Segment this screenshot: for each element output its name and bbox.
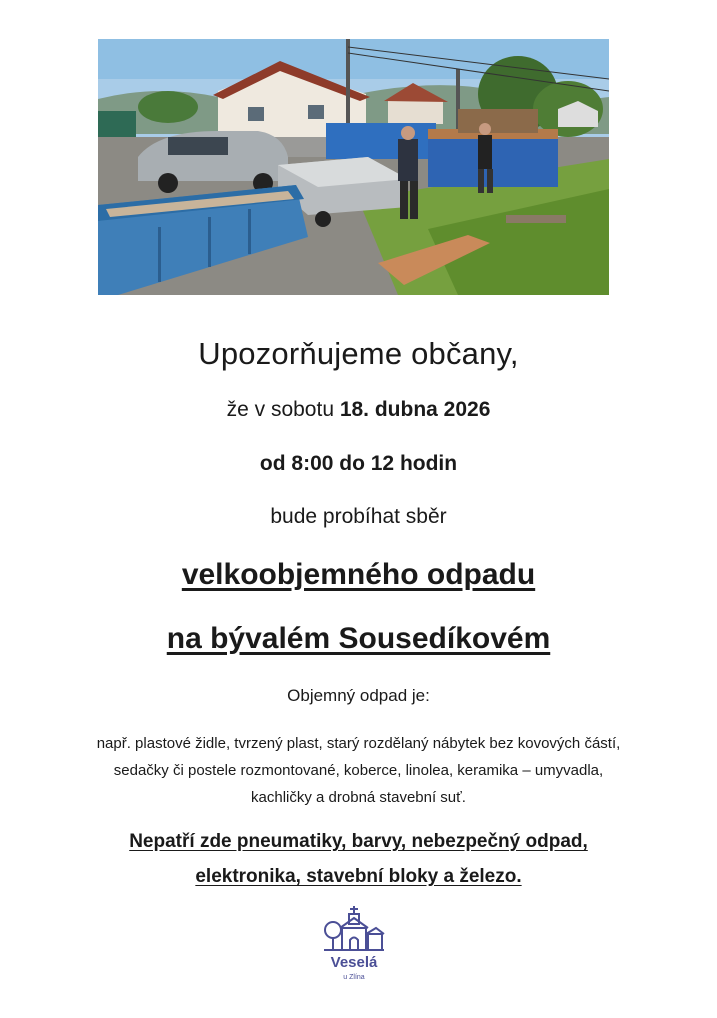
logo-subtitle: u Zlína [343,974,365,981]
church-icon [318,904,390,954]
date-prefix: že v sobotu [226,398,340,421]
logo-name: Veselá [330,954,378,971]
waste-description [0,730,717,811]
collection-date [0,398,717,422]
description-line: sedačky či postele rozmontované, koberce, linolea, keramika – umyvadla, [113,762,604,779]
excluded-items-warning [0,824,717,894]
municipality-logo [318,904,390,986]
collection-subject: velkoobjemného odpadu [181,558,536,591]
headline: Upozorňujeme občany, [198,336,519,371]
collection-time: od 8:00 do 12 hodin [259,452,458,475]
definition-title: Objemný odpad je: [287,686,430,705]
description-line: kachličky a drobná stavební suť. [251,789,466,806]
warning-line: Nepatří zde pneumatiky, barvy, nebezpečný odpad, [129,831,588,852]
description-line: např. plastové židle, tvrzený plast, starý rozdělaný nábytek bez kovových částí, [96,735,621,752]
warning-line: elektronika, stavební bloky a železo. [195,866,522,887]
waste-collection-photo [98,39,609,295]
collection-location: na bývalém Sousedíkovém [166,622,551,655]
intro-text: bude probíhat sběr [270,505,447,528]
date-value: 18. dubna 2026 [339,398,491,421]
